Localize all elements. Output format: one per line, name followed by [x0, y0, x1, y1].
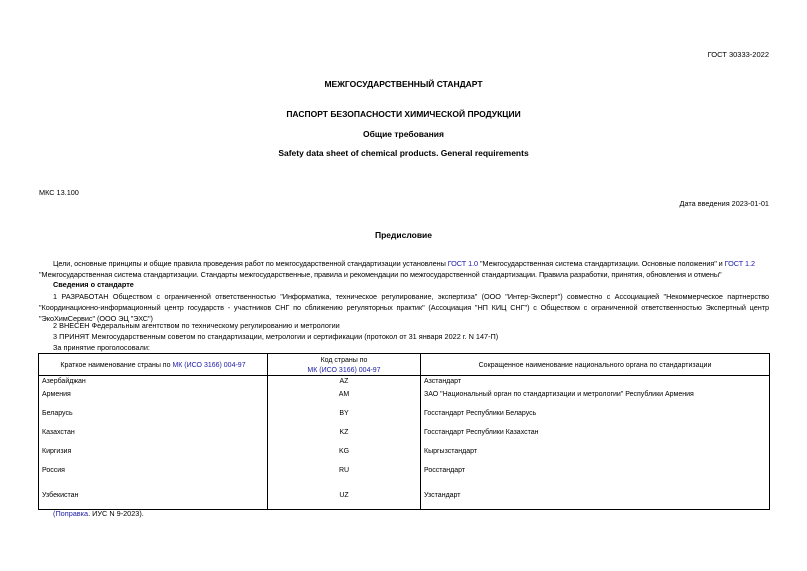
- foreword-text-c: "Межгосударственная система стандартизации. Стандарты межгосударственные, правила и рекомендации по межгосударственной стандартизации. Правила разработки, принятия, обновления и отмены": [39, 270, 722, 279]
- country-name: Беларусь: [39, 408, 268, 427]
- foreword-heading: Предисловие: [374, 230, 433, 240]
- table-row: [39, 465, 770, 484]
- standard-info-heading: Сведения о стандарте: [53, 280, 134, 289]
- amendment-text: . ИУС N 9-2023).: [88, 509, 144, 518]
- voted-label: За принятие проголосовали:: [53, 343, 150, 352]
- mk-iso-3166-link[interactable]: МК (ИСО 3166) 004-97: [172, 361, 246, 369]
- country-code: BY: [268, 408, 421, 427]
- country-name: Узбекистан: [39, 484, 268, 510]
- country-code-header: Код страны по МК (ИСО 3166) 004-97: [268, 354, 421, 376]
- document-code: ГОСТ 30333-2022: [707, 50, 769, 59]
- foreword-text-a: Цели, основные принципы и общие правила проведения работ по межгосударственной стандартизации установлены: [53, 259, 448, 268]
- table-header-row: [39, 354, 770, 376]
- country-code: AM: [268, 389, 421, 408]
- document-title: ПАСПОРТ БЕЗОПАСНОСТИ ХИМИЧЕСКОЙ ПРОДУКЦИИ: [286, 109, 521, 119]
- standards-body: Госстандарт Республики Беларусь: [421, 408, 770, 427]
- country-name: Россия: [39, 465, 268, 484]
- standards-body: Кыргызстандарт: [421, 446, 770, 465]
- standards-body: Госстандарт Республики Казахстан: [421, 427, 770, 446]
- country-name-header: Краткое наименование страны по МК (ИСО 3166) 004-97: [39, 354, 268, 376]
- country-name: Киргизия: [39, 446, 268, 465]
- table-row: [39, 376, 770, 390]
- amendment-note: (Поправка. ИУС N 9-2023).: [53, 509, 144, 518]
- mk-iso-3166-link[interactable]: МК (ИСО 3166) 004-97: [307, 366, 381, 374]
- country-code: AZ: [268, 376, 421, 390]
- amendment-link[interactable]: Поправка: [55, 509, 89, 518]
- country-code: KG: [268, 446, 421, 465]
- country-code: RU: [268, 465, 421, 484]
- standard-type: МЕЖГОСУДАРСТВЕННЫЙ СТАНДАРТ: [324, 79, 483, 89]
- standards-body: Росстандарт: [421, 465, 770, 484]
- voting-countries-table: [38, 353, 770, 510]
- country-name: Казахстан: [39, 427, 268, 446]
- table-row: [39, 389, 770, 408]
- developed-by-item: 1 РАЗРАБОТАН Обществом с ограниченной ответственностью "Информатика, техническое регулирование, экспертиза" (ООО "Интер-Эксперт") совместно с Ассоциацией "Некоммерческое партнерство "Координационно-информационный центр государств - участников СНГ по сближению регуляторных практик" (Ассоциация "НП КИЦ СНГ") с Обществом с ограниченной ответственностью Экспертный центр "ЭкоХимСервис" (ООО ЭЦ "ЭХС"): [39, 292, 769, 323]
- document-title-english: Safety data sheet of chemical products. General requirements: [278, 148, 529, 158]
- country-name: Армения: [39, 389, 268, 408]
- table-row: [39, 408, 770, 427]
- gost-1-2-link[interactable]: ГОСТ 1.2: [724, 259, 755, 268]
- gost-1-0-link[interactable]: ГОСТ 1.0: [447, 259, 479, 268]
- standards-body: Узстандарт: [421, 484, 770, 510]
- table-row: [39, 484, 770, 510]
- country-code: UZ: [268, 484, 421, 510]
- country-code: KZ: [268, 427, 421, 446]
- table-row: [39, 427, 770, 446]
- standards-body: ЗАО "Национальный орган по стандартизации и метрологии" Республики Армения: [421, 389, 770, 408]
- submitted-by-item: 2 ВНЕСЕН Федеральным агентством по техническому регулированию и метрологии: [53, 321, 340, 330]
- adopted-by-item: 3 ПРИНЯТ Межгосударственным советом по стандартизации, метрологии и сертификации (протокол от 31 января 2022 г. N 147-П): [53, 332, 499, 341]
- country-name: Азербайджан: [39, 376, 268, 390]
- foreword-text-b: "Межгосударственная система стандартизации. Основные положения" и: [478, 259, 725, 268]
- introduction-date: Дата введения 2023-01-01: [679, 199, 769, 208]
- standards-body: Азстандарт: [421, 376, 770, 390]
- standards-body-header: Сокращенное наименование национального органа по стандартизации: [421, 354, 770, 376]
- table-row: [39, 446, 770, 465]
- foreword-paragraph: [39, 258, 769, 280]
- mks-code: МКС 13.100: [39, 188, 79, 197]
- document-subtitle: Общие требования: [363, 129, 444, 139]
